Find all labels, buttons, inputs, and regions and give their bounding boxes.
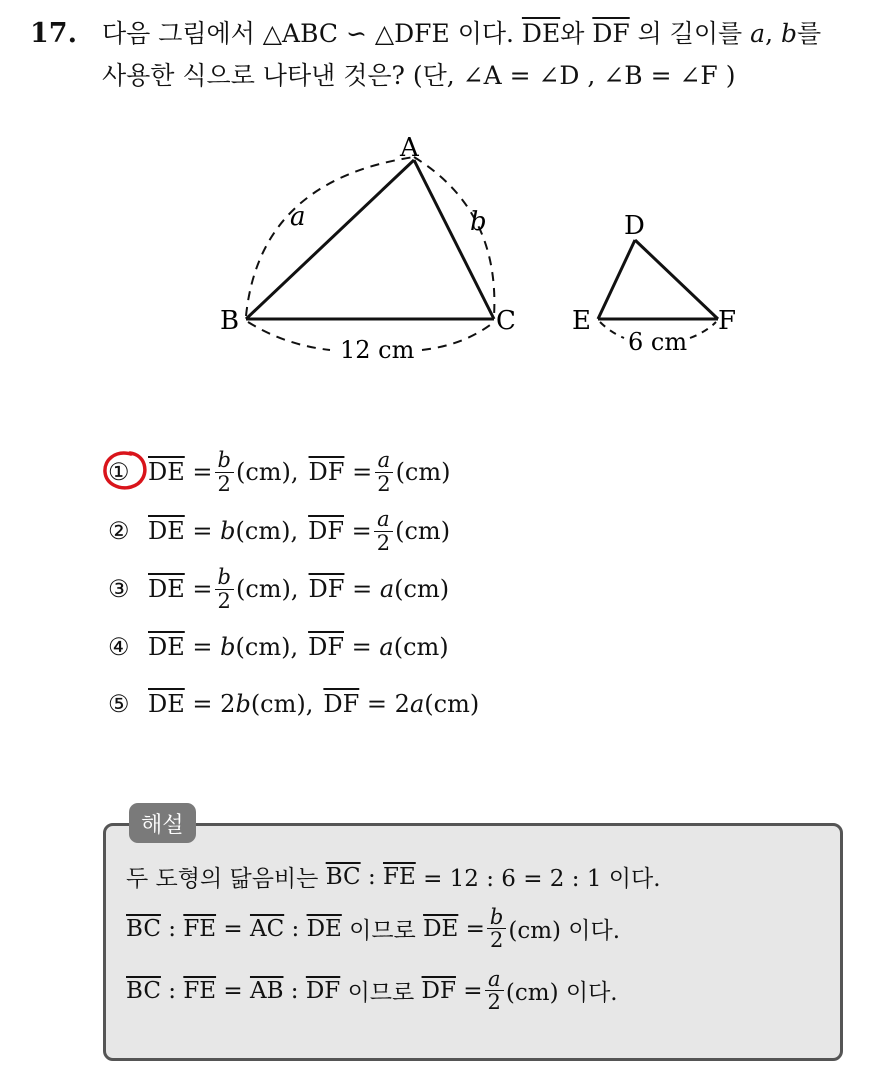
side-ac-label: b: [470, 207, 487, 237]
df-label: $\overline{DF}$: [323, 690, 360, 718]
choice-number: ④: [108, 633, 130, 661]
colon: :: [291, 915, 300, 942]
vertex-e: E: [572, 306, 591, 336]
denominator: 2: [489, 928, 504, 953]
solution-text: 이므로: [347, 980, 415, 1007]
side-de-line: [598, 240, 635, 319]
choice-number: ⑤: [108, 690, 130, 718]
vertex-f: F: [718, 306, 737, 336]
ratio-text: = 12 : 6 = 2 : 1 이다.: [423, 866, 661, 892]
df-value: a: [379, 575, 395, 603]
df-value: a: [409, 690, 425, 718]
vertex-a: A: [400, 133, 419, 163]
arc-ef-right-dashed: [690, 322, 716, 338]
denominator: 2: [376, 530, 391, 555]
fraction: [215, 449, 234, 494]
arc-ab-dashed: [246, 157, 414, 316]
choice-3[interactable]: [108, 561, 449, 617]
segment-bc: $\overline{BC}$: [126, 977, 161, 1004]
arc-bc-right-dashed: [422, 322, 494, 350]
fraction: [374, 508, 393, 553]
numerator: a: [375, 449, 394, 472]
choice-number: ③: [108, 575, 130, 603]
unit: (cm): [395, 458, 451, 486]
equals: =: [351, 517, 372, 545]
question-number: 17.: [30, 18, 77, 49]
choice-5[interactable]: [108, 676, 479, 732]
question-line-2: 사용한 식으로 나타낸 것은? (단, ∠A = ∠D , ∠B = ∠F ): [102, 61, 736, 90]
equals: =: [223, 977, 243, 1004]
comma: ,: [765, 19, 774, 48]
segment-ab: $\overline{AB}$: [249, 977, 284, 1004]
fraction: [374, 449, 393, 494]
df-label: $\overline{DF}$: [308, 575, 345, 603]
segment-df: $\overline{DF}$: [305, 977, 341, 1004]
segment-bc: $\overline{BC}$: [126, 915, 161, 942]
unit: (cm),: [250, 690, 314, 718]
segment-de: $\overline{DE}$: [521, 19, 561, 48]
question-text-part: 의 길이를: [637, 19, 743, 48]
numerator: b: [487, 906, 506, 929]
df-label: $\overline{DF}$: [308, 517, 344, 545]
numerator: b: [215, 449, 234, 472]
arc-bc-left-dashed: [248, 322, 330, 350]
side-ab-label: a: [290, 202, 306, 232]
equals: =: [352, 458, 373, 486]
colon: :: [168, 977, 176, 1004]
unit: (cm): [394, 575, 450, 603]
colon: :: [290, 977, 299, 1004]
segment-df: $\overline{DF}$: [421, 977, 456, 1004]
solution-line-3: [126, 968, 618, 1013]
solution-text: 이므로: [349, 918, 416, 945]
vertex-c: C: [496, 306, 516, 336]
segment-fe: $\overline{FE}$: [183, 915, 217, 942]
question-text-part: 다음 그림에서 △ABC ∽ △DFE 이다.: [102, 19, 514, 48]
unit: (cm),: [235, 575, 299, 603]
vertex-b: B: [220, 306, 240, 336]
question-text-part: 와: [560, 19, 585, 48]
choice-number: ①: [108, 458, 130, 486]
de-label: $\overline{DE}$: [148, 458, 185, 486]
de-label: $\overline{DE}$: [148, 633, 185, 661]
triangle-figure: [0, 0, 884, 400]
segment-de: $\overline{DE}$: [306, 915, 342, 942]
side-ac-line: [414, 160, 494, 319]
df-label: $\overline{DF}$: [308, 458, 345, 486]
side-ef-label: 6 cm: [628, 328, 688, 356]
de-value: b: [220, 633, 236, 661]
equals: =: [192, 633, 213, 661]
coefficient: 2: [394, 690, 410, 718]
numerator: a: [485, 968, 504, 991]
vertex-d: D: [624, 211, 645, 241]
colon: :: [168, 915, 176, 942]
numerator: b: [215, 566, 234, 589]
side-df-line: [635, 240, 718, 319]
segment-bc: $\overline{BC}$: [325, 863, 361, 890]
denominator: 2: [377, 471, 391, 496]
segment-fe: $\overline{FE}$: [383, 863, 416, 890]
solution-text: (cm) 이다.: [505, 980, 618, 1007]
solution-tag: 해설: [129, 803, 196, 843]
segment-ac: $\overline{AC}$: [249, 915, 285, 942]
de-label: $\overline{DE}$: [148, 690, 185, 718]
unit: (cm),: [235, 458, 299, 486]
variable-a: a: [750, 19, 766, 48]
equals: =: [352, 575, 373, 603]
equals: =: [463, 977, 483, 1004]
solution-text: (cm) 이다.: [508, 918, 621, 945]
fraction: [487, 906, 506, 951]
equals: =: [366, 690, 388, 718]
unit: (cm),: [235, 633, 299, 661]
segment-df: $\overline{DF}$: [592, 19, 630, 48]
equals: =: [192, 458, 213, 486]
df-label: $\overline{DF}$: [308, 633, 344, 661]
choice-number: ②: [108, 517, 130, 545]
equals: =: [465, 915, 485, 942]
fraction: [215, 566, 234, 611]
solution-line-1: [126, 860, 661, 893]
segment-fe: $\overline{FE}$: [183, 977, 217, 1004]
choice-4[interactable]: [108, 619, 449, 675]
unit: (cm): [395, 517, 451, 545]
equals: =: [192, 517, 213, 545]
fraction: [485, 968, 504, 1013]
question-text-part: 를: [797, 19, 822, 48]
numerator: a: [374, 508, 393, 531]
colon: :: [367, 863, 376, 890]
de-label: $\overline{DE}$: [148, 517, 185, 545]
arc-ef-left-dashed: [600, 322, 624, 338]
side-bc-label: 12 cm: [340, 336, 415, 364]
solution-text: 두 도형의 닮음비는: [126, 866, 319, 892]
de-label: $\overline{DE}$: [148, 575, 185, 603]
equals: =: [223, 915, 243, 942]
de-value: b: [220, 517, 236, 545]
de-value: b: [235, 690, 251, 718]
choice-1[interactable]: [108, 444, 451, 500]
denominator: 2: [217, 588, 231, 613]
denominator: 2: [487, 990, 501, 1015]
df-value: a: [379, 633, 394, 661]
solution-line-2: [126, 906, 620, 951]
equals: =: [351, 633, 372, 661]
segment-de: $\overline{DE}$: [423, 915, 459, 942]
choice-2[interactable]: [108, 503, 450, 559]
coefficient: 2: [220, 690, 236, 718]
unit: (cm): [393, 633, 449, 661]
equals: =: [192, 575, 213, 603]
unit: (cm),: [235, 517, 299, 545]
unit: (cm): [424, 690, 480, 718]
denominator: 2: [217, 471, 231, 496]
variable-b: b: [780, 19, 797, 48]
equals: =: [192, 690, 213, 718]
